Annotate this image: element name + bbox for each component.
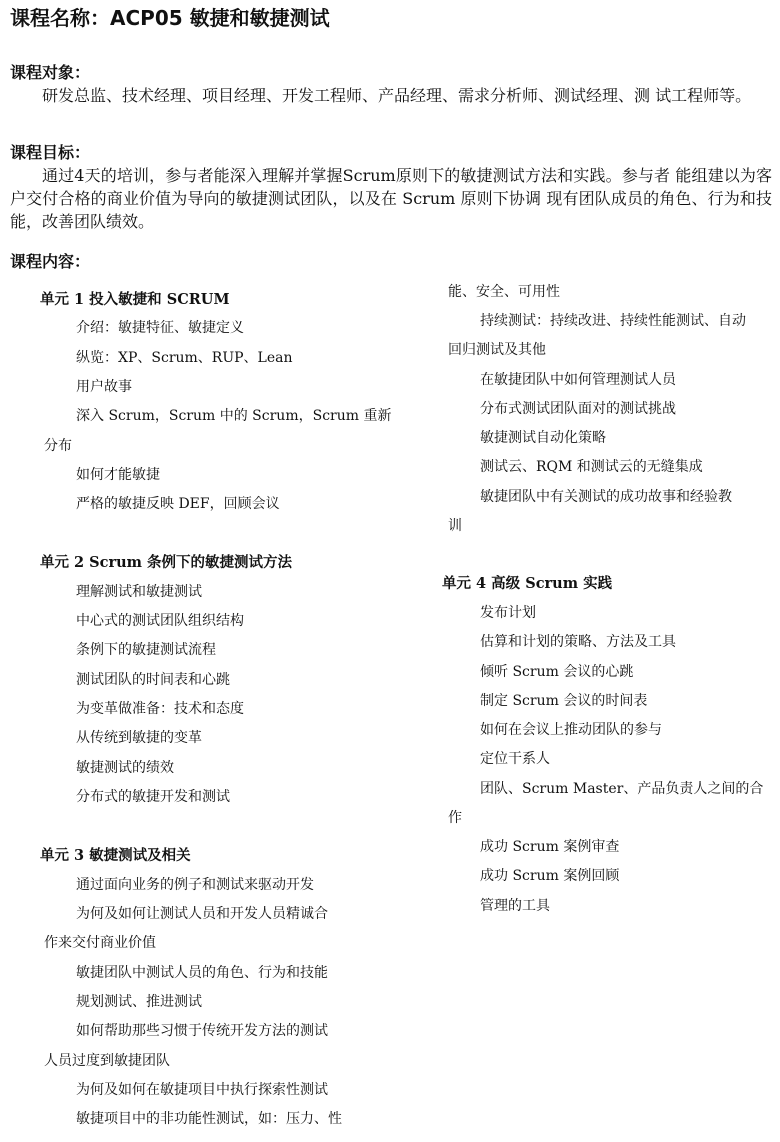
unit-4-item: 发布计划 — [480, 605, 536, 621]
course-title: 课程名称：ACP05 敏捷和敏捷测试 — [10, 6, 330, 30]
unit-2-item: 中心式的测试团队组织结构 — [76, 613, 244, 629]
unit-3-item: 为何及如何让测试人员和开发人员精诚合 — [76, 906, 328, 922]
unit-1-item: 介绍：敏捷特征、敏捷定义 — [76, 320, 244, 336]
unit-3-item: 在敏捷团队中如何管理测试人员 — [480, 372, 676, 388]
unit-2-item: 测试团队的时间表和心跳 — [76, 672, 230, 688]
unit-3-item: 规划测试、推进测试 — [76, 994, 202, 1010]
content-heading: 课程内容： — [10, 252, 91, 271]
unit-3-item: 敏捷项目中的非功能性测试，如：压力、性 — [76, 1111, 342, 1127]
unit-3-item: 持续测试：持续改进、持续性能测试、自动 — [480, 313, 746, 329]
unit-3-item: 作来交付商业价值 — [44, 935, 156, 951]
unit-4-item: 定位干系人 — [480, 751, 550, 767]
objective-text: 通过4天的培训，参与者能深入理解并掌握Scrum原则下的敏捷测试方法和实践。参与者 能组建以为客户交付合格的商业价值为导向的敏捷测试团队，以及在 Scrum 原则下协调 现有团队成员的角色、行为和技能，改善团队绩效。 — [10, 166, 772, 231]
unit-1-item: 用户故事 — [76, 379, 132, 395]
objective-heading: 课程目标： — [10, 143, 91, 162]
unit-3-item: 敏捷团队中有关测试的成功故事和经验教 — [480, 489, 732, 505]
unit-3-item: 人员过度到敏捷团队 — [44, 1053, 170, 1069]
unit-3-item: 训 — [448, 518, 462, 534]
unit-3-item: 测试云、RQM 和测试云的无缝集成 — [480, 459, 703, 475]
unit-4-item: 管理的工具 — [480, 898, 550, 914]
unit-2-item: 分布式的敏捷开发和测试 — [76, 789, 230, 805]
unit-1-item: 如何才能敏捷 — [76, 467, 160, 483]
unit-1-item: 深入 Scrum，Scrum 中的 Scrum，Scrum 重新 — [76, 408, 392, 424]
unit-2-title: 单元 2 Scrum 条例下的敏捷测试方法 — [40, 554, 293, 571]
unit-1-item: 纵览：XP、Scrum、RUP、Lean — [76, 350, 293, 366]
unit-3-item: 通过面向业务的例子和测试来驱动开发 — [76, 877, 314, 893]
unit-4-item: 成功 Scrum 案例审查 — [480, 839, 620, 855]
unit-3-item: 分布式测试团队面对的测试挑战 — [480, 401, 676, 417]
unit-4-item: 团队、Scrum Master、产品负责人之间的合 — [480, 781, 764, 797]
unit-1-title: 单元 1 投入敏捷和 SCRUM — [40, 291, 230, 308]
unit-2-item: 理解测试和敏捷测试 — [76, 584, 202, 600]
unit-4-item: 估算和计划的策略、方法及工具 — [480, 634, 676, 650]
audience-text: 研发总监、技术经理、项目经理、开发工程师、产品经理、需求分析师、测试经理、测 试工程师等。 — [42, 86, 752, 105]
unit-3-item: 敏捷测试自动化策略 — [480, 430, 606, 446]
unit-4-item: 如何在会议上推动团队的参与 — [480, 722, 662, 738]
unit-3-title: 单元 3 敏捷测试及相关 — [40, 847, 191, 864]
unit-4-item: 制定 Scrum 会议的时间表 — [480, 693, 648, 709]
unit-3-item: 如何帮助那些习惯于传统开发方法的测试 — [76, 1023, 328, 1039]
unit-2-item: 为变革做准备：技术和态度 — [76, 701, 244, 717]
unit-2-item: 条例下的敏捷测试流程 — [76, 642, 216, 658]
unit-1-item: 分布 — [44, 438, 72, 454]
unit-4-item: 作 — [448, 810, 462, 826]
unit-4-item: 成功 Scrum 案例回顾 — [480, 868, 620, 884]
unit-2-item: 从传统到敏捷的变革 — [76, 730, 202, 746]
unit-1-item: 严格的敏捷反映 DEF，回顾会议 — [76, 496, 280, 512]
unit-3-item: 敏捷团队中测试人员的角色、行为和技能 — [76, 965, 328, 981]
unit-3-item: 能、安全、可用性 — [448, 284, 560, 300]
unit-2-item: 敏捷测试的绩效 — [76, 760, 174, 776]
unit-3-item: 回归测试及其他 — [448, 342, 546, 358]
unit-3-item: 为何及如何在敏捷项目中执行探索性测试 — [76, 1082, 328, 1098]
audience-heading: 课程对象： — [10, 63, 91, 82]
unit-4-title: 单元 4 高级 Scrum 实践 — [442, 575, 613, 592]
unit-4-item: 倾听 Scrum 会议的心跳 — [480, 664, 634, 680]
